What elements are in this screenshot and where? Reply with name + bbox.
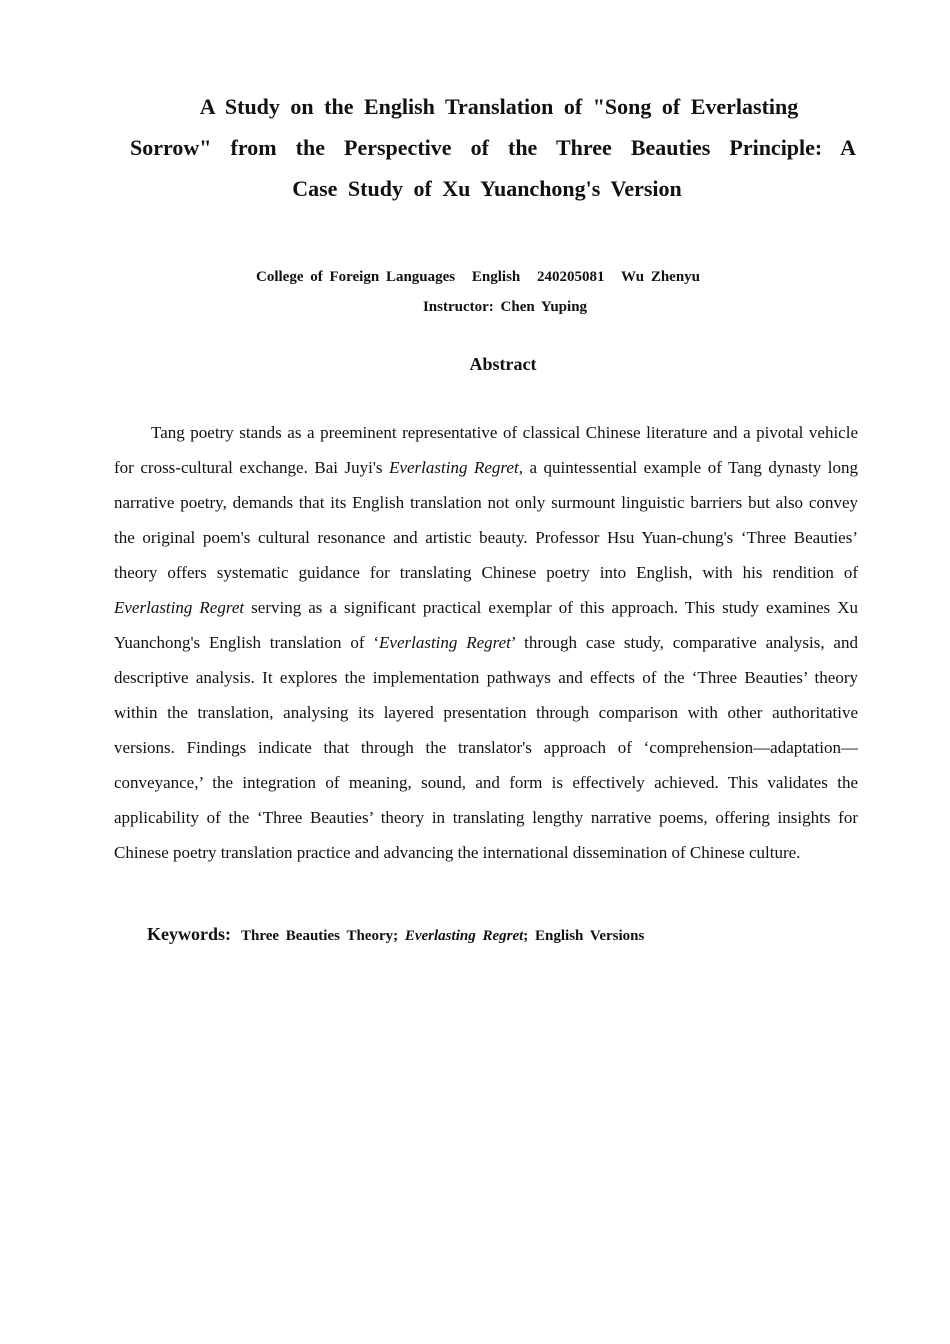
abstract-text-2: , a quintessential example of Tang dynasty long narrative poetry, demands that its English translation not only surmount linguistic barriers but also convey the original poem's cultural resonance and artistic beauty. Professor Hsu Yuan-chung's ‘Three Beauties’ theory offers systematic guidance for translating Chinese poetry into English, with his rendition of xyxy=(114,458,858,582)
abstract-heading: Abstract xyxy=(469,354,537,374)
instructor-line: Instructor: Chen Yuping xyxy=(422,299,588,315)
abstract-italic-title-3: Everlasting Regret xyxy=(379,633,511,652)
keywords-list xyxy=(241,928,644,944)
abstract-italic-title-2: Everlasting Regret xyxy=(114,598,245,617)
abstract-text-4: ’ through case study, comparative analysis, and descriptive analysis. It explores the implementation pathways and effects of the ‘Three Beauties’ theory within the translation, analysing its layered presentation through comparison with other authoritative versions. Findings indicate that through the translator's approach of ‘comprehension—adaptation—conveyance,’ the integration of meaning, sound, and form is effectively achieved. This validates the applicability of the ‘Three Beauties’ theory in translating lengthy narrative poems, offering insights for Chinese poetry translation practice and advancing the international dissemination of Chinese culture. xyxy=(114,633,858,862)
author-college: College of Foreign Languages xyxy=(256,269,456,285)
author-major: English xyxy=(471,269,521,285)
title-line-2: Sorrow" from the Perspective of the Three Beauties Principle: A xyxy=(130,135,856,160)
title-line-1: A Study on the English Translation of "Song of Everlasting xyxy=(199,94,799,119)
author-name: Wu Zhenyu xyxy=(621,269,701,285)
abstract-text-1: Tang poetry stands as a preeminent representative of classical Chinese literature and a pivotal vehicle for cross-cultural exchange. Bai Juyi's xyxy=(114,423,858,477)
paper-title xyxy=(118,86,856,209)
abstract-italic-title-1: Everlasting Regret xyxy=(389,458,519,477)
abstract-paragraph xyxy=(114,415,858,870)
abstract-text-3: serving as a significant practical exemplar of this approach. This study examines Xu Yuanchong's English translation of ‘ xyxy=(114,598,858,652)
author-student-id: 240205081 xyxy=(537,269,605,285)
keywords-label: Keywords: xyxy=(147,924,231,944)
keyword-2: Everlasting Regret xyxy=(404,928,524,944)
title-line-3: Case Study of Xu Yuanchong's Version xyxy=(292,176,682,201)
keywords-line xyxy=(147,918,644,952)
keyword-separator: ; xyxy=(523,928,529,944)
keyword-3: English Versions xyxy=(535,928,645,944)
keyword-1: Three Beauties Theory; xyxy=(241,928,399,944)
author-line xyxy=(256,262,710,292)
